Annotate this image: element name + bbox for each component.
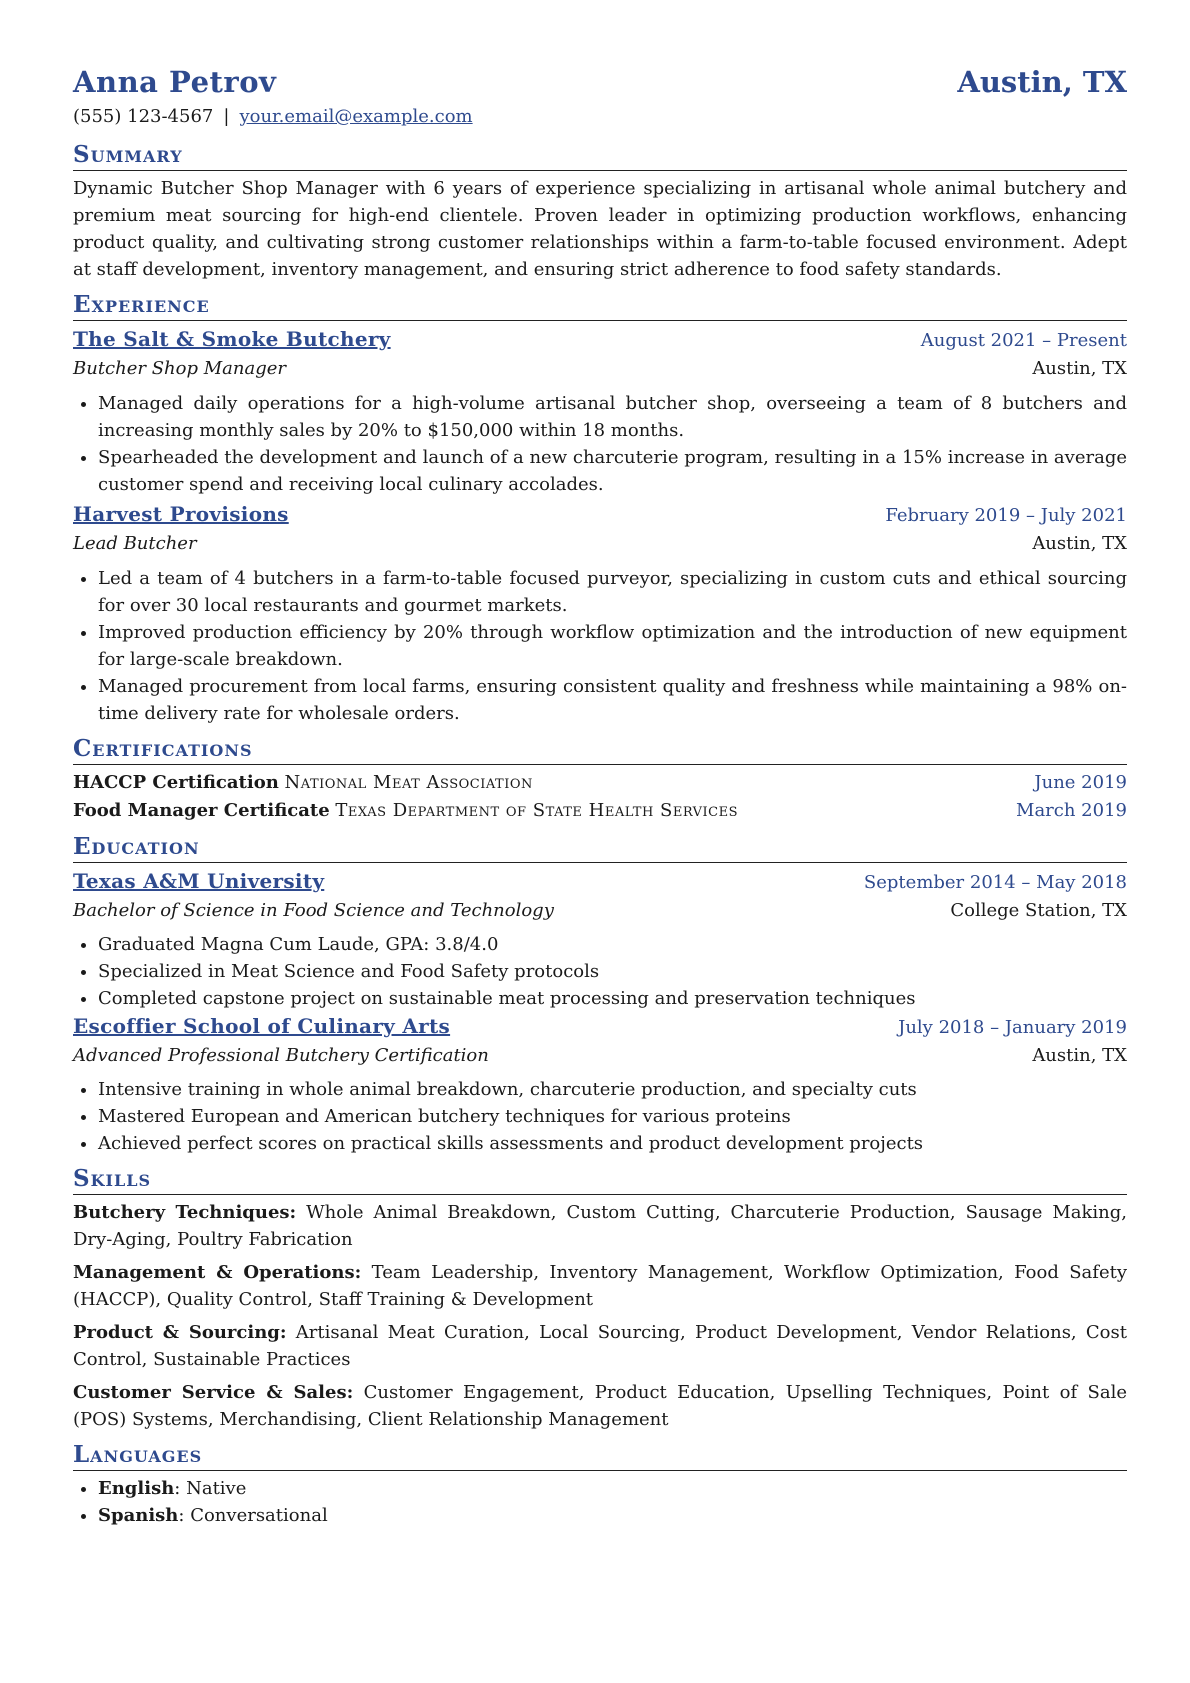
phone: (555) 123-4567 [73,106,214,127]
job-dates: August 2021 – Present [920,330,1127,351]
contact-separator: | [223,106,230,127]
section-title-certifications: Certifications [73,735,1127,765]
skill-row [73,1259,1127,1313]
education-entry [73,867,1127,1012]
list-item: • Mastered European and American butchery techniques for various proteins [98,1103,1127,1130]
list-item: • Managed daily operations for a high-volume artisanal butcher shop, overseeing a team of 8 butchers and increasing monthly sales by 20% to $150,000 within 18 months. [98,390,1127,444]
degree: Advanced Professional Butchery Certification [73,1045,489,1066]
cert-date: March 2019 [1016,800,1127,821]
education-dates: July 2018 – January 2019 [898,1017,1127,1038]
header-location: Austin, TX [957,65,1127,99]
contact-line [73,105,1127,129]
languages-list [73,1475,1127,1529]
list-item: • Improved production efficiency by 20% through workflow optimization and the introduction of new equipment for large-scale breakdown. [98,619,1127,673]
language-name: Spanish [98,1505,179,1526]
list-item: • Completed capstone project on sustainable meat processing and preservation techniques [98,985,1127,1012]
skill-row [73,1319,1127,1373]
cert-issuer: Texas Department of State Health Services [335,800,739,821]
skill-label: Butchery Techniques: [73,1202,297,1223]
email-link[interactable]: your.email@example.com [239,106,473,127]
skill-text: Team Leadership, Inventory Management, Workflow Optimization, Food Safety (HACCP), Quality Control, Staff Training & Development [73,1262,1127,1310]
list-item [98,1475,1127,1502]
skill-label: Customer Service & Sales: [73,1382,354,1403]
skill-text: Whole Animal Breakdown, Custom Cutting, Charcuterie Production, Sausage Making, Dry-Aging, Poultry Fabrication [73,1202,1127,1250]
certification-row [73,769,1127,797]
cert-name: HACCP Certification [73,772,279,793]
degree: Bachelor of Science in Food Science and Technology [73,900,554,921]
skill-row [73,1379,1127,1433]
list-item: • Intensive training in whole animal breakdown, charcuterie production, and specialty cuts [98,1076,1127,1103]
skill-label: Product & Sourcing: [73,1322,287,1343]
list-item: • Achieved perfect scores on practical skills assessments and product development projects [98,1130,1127,1157]
education-location: Austin, TX [1032,1045,1127,1066]
certification-row [73,797,1127,825]
list-item [98,1502,1127,1529]
list-item: • Graduated Magna Cum Laude, GPA: 3.8/4.0 [98,931,1127,958]
experience-entry [73,325,1127,498]
section-title-languages: Languages [73,1441,1127,1471]
education-entry [73,1012,1127,1157]
education-location: College Station, TX [950,900,1127,921]
job-location: Austin, TX [1032,358,1127,379]
skill-text: Customer Engagement, Product Education, Upselling Techniques, Point of Sale (POS) Systems, Merchandising, Client Relationship Management [73,1382,1127,1430]
section-title-skills: Skills [73,1165,1127,1195]
education-dates: September 2014 – May 2018 [863,872,1127,893]
list-item: • Spearheaded the development and launch of a new charcuterie program, resulting in a 15% increase in average customer spend and receiving local culinary accolades. [98,444,1127,498]
section-title-education: Education [73,833,1127,863]
header [73,62,1127,102]
company-link[interactable]: The Salt & Smoke Butchery [73,327,391,351]
section-title-summary: Summary [73,141,1127,171]
summary-text: Dynamic Butcher Shop Manager with 6 years of experience specializing in artisanal whole animal butchery and premium meat sourcing for high-end clientele. Proven leader in optimizing production workflows, enhancing product quality, and cultivating strong customer relationships within a farm-to-table focused environment. Adept at staff development, inventory management, and ensuring strict adherence to food safety standards. [73,178,1127,280]
cert-name: Food Manager Certificate [73,800,330,821]
job-location: Austin, TX [1032,533,1127,554]
cert-date: June 2019 [1034,772,1127,793]
section-title-experience: Experience [73,291,1127,321]
language-name: English [98,1478,175,1499]
cert-issuer: National Meat Association [284,772,533,793]
school-link[interactable]: Escoffier School of Culinary Arts [73,1014,451,1038]
job-dates: February 2019 – July 2021 [885,505,1127,526]
skill-row [73,1199,1127,1253]
candidate-name: Anna Petrov [73,65,277,99]
company-link[interactable]: Harvest Provisions [73,502,289,526]
list-item: • Managed procurement from local farms, ensuring consistent quality and freshness while maintaining a 98% on-time delivery rate for wholesale orders. [98,673,1127,727]
resume-page [73,62,1127,1529]
list-item: • Specialized in Meat Science and Food Safety protocols [98,958,1127,985]
job-title: Butcher Shop Manager [73,358,286,379]
job-title: Lead Butcher [73,533,197,554]
language-level: : Conversational [178,1505,328,1526]
school-link[interactable]: Texas A&M University [73,869,325,893]
skill-text: Artisanal Meat Curation, Local Sourcing, Product Development, Vendor Relations, Cost Control, Sustainable Practices [73,1322,1127,1370]
experience-entry [73,500,1127,727]
list-item: • Led a team of 4 butchers in a farm-to-table focused purveyor, specializing in custom cuts and ethical sourcing for over 30 local restaurants and gourmet markets. [98,565,1127,619]
language-level: : Native [174,1478,247,1499]
skill-label: Management & Operations: [73,1262,362,1283]
